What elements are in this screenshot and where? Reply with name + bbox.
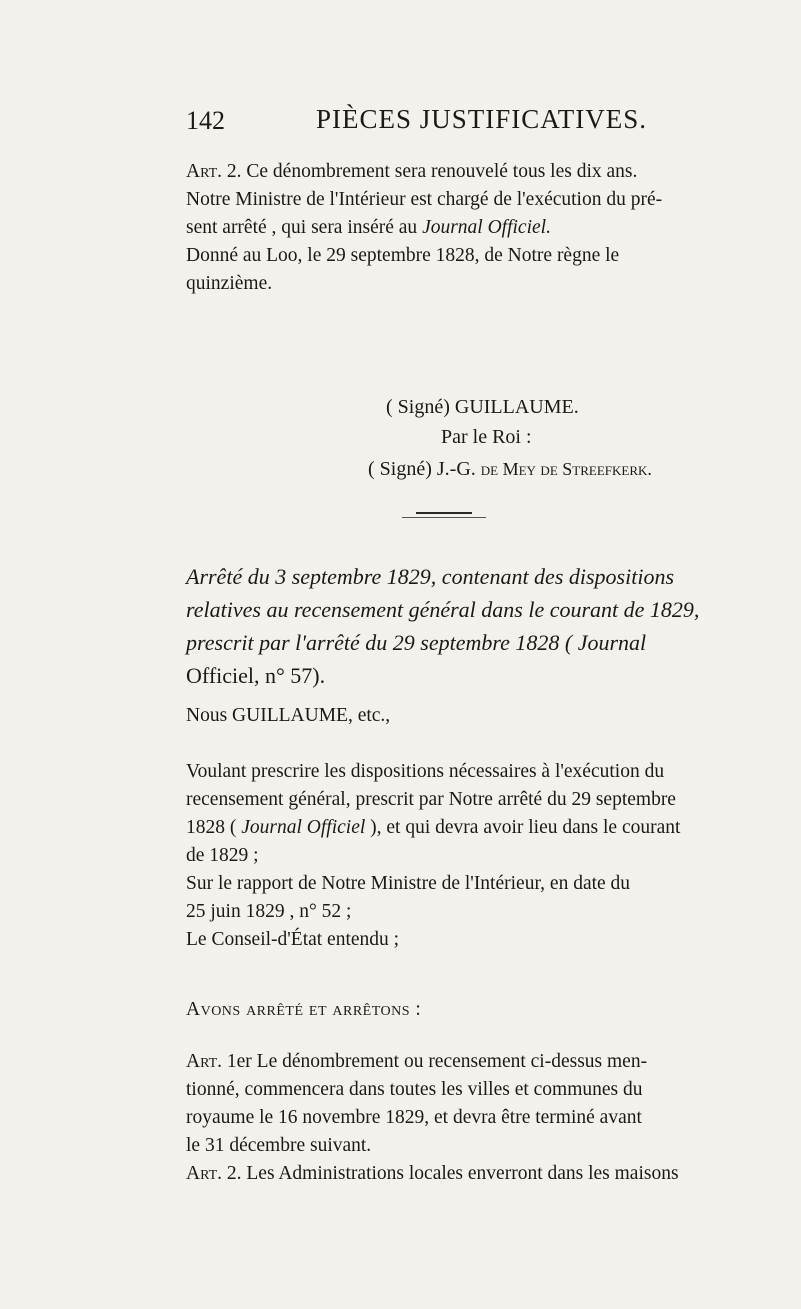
minister-prefix: ( Signé) J.-G. (368, 458, 481, 480)
preamble-paragraph (186, 758, 706, 954)
journal-name: Journal Officiel. (422, 217, 551, 238)
page-number: 142 (186, 106, 225, 135)
journal-name: Journal Officiel (241, 817, 366, 838)
minister-signature (368, 458, 652, 481)
decree-title-line: Officiel, n° 57). (186, 663, 326, 688)
text-line: Donné au Loo, le 29 septembre 1828, de Notre règne le (186, 245, 620, 266)
text-line: Voulant prescrire les dispositions nécessaires à l'exécution du (186, 761, 665, 782)
nous-line (186, 702, 706, 730)
text-line: recensement général, prescrit par Notre arrêté du 29 septembre (186, 789, 676, 810)
decree-title (186, 560, 706, 692)
text-line: de 1829 ; (186, 845, 259, 866)
avons-text: Avons arrêté et arrêtons : (186, 999, 422, 1020)
text-line: royaume le 16 novembre 1829, et devra être terminé avant (186, 1107, 642, 1128)
text-line: 1828 ( (186, 817, 242, 838)
text-line: 2. Les Administrations locales enverront dans les maisons (222, 1163, 679, 1184)
decree-title-line: prescrit par l'arrêté du 29 septembre 1828 ( Journal (186, 630, 647, 655)
avons-heading (186, 996, 706, 1024)
text-line: quinzième. (186, 273, 273, 294)
text-line: Le Conseil-d'État entendu ; (186, 929, 400, 950)
art-label: Art. (186, 1051, 223, 1072)
text-line: ), et qui devra avoir lieu dans le courant (365, 817, 681, 838)
art-label: Art. (186, 1163, 223, 1184)
minister-name: de Mey de Streefkerk. (480, 459, 652, 479)
separator-rule-thin (402, 517, 486, 518)
king-signature: ( Signé) GUILLAUME. (386, 396, 579, 418)
separator-rule (416, 512, 472, 514)
decree-title-line: Arrêté du 3 septembre 1829, contenant des dispositions (186, 564, 675, 589)
decree-title-line: relatives au recensement général dans le courant de 1829, (186, 597, 700, 622)
text-line: Notre Ministre de l'Intérieur est chargé de l'exécution du pré- (186, 189, 663, 210)
text-line: le 31 décembre suivant. (186, 1135, 372, 1156)
text-line: 1er Le dénombrement ou recensement ci-dessus men- (222, 1051, 648, 1072)
text-line: tionné, commencera dans toutes les villes et communes du (186, 1079, 643, 1100)
text-line: Sur le rapport de Notre Ministre de l'Intérieur, en date du (186, 873, 631, 894)
page-header (0, 100, 801, 140)
nous-text: Nous GUILLAUME, etc., (186, 705, 391, 726)
art-label: Art. (186, 161, 223, 182)
par-le-roi: Par le Roi : (441, 426, 532, 448)
text-line: sent arrêté , qui sera inséré au (186, 217, 423, 238)
text-line: 25 juin 1829 , n° 52 ; (186, 901, 352, 922)
running-title: PIÈCES JUSTIFICATIVES. (316, 104, 648, 134)
article-2-paragraph (186, 158, 706, 298)
article-1-paragraph (186, 1048, 706, 1188)
text-line: 2. Ce dénombrement sera renouvelé tous les dix ans. (222, 161, 638, 182)
